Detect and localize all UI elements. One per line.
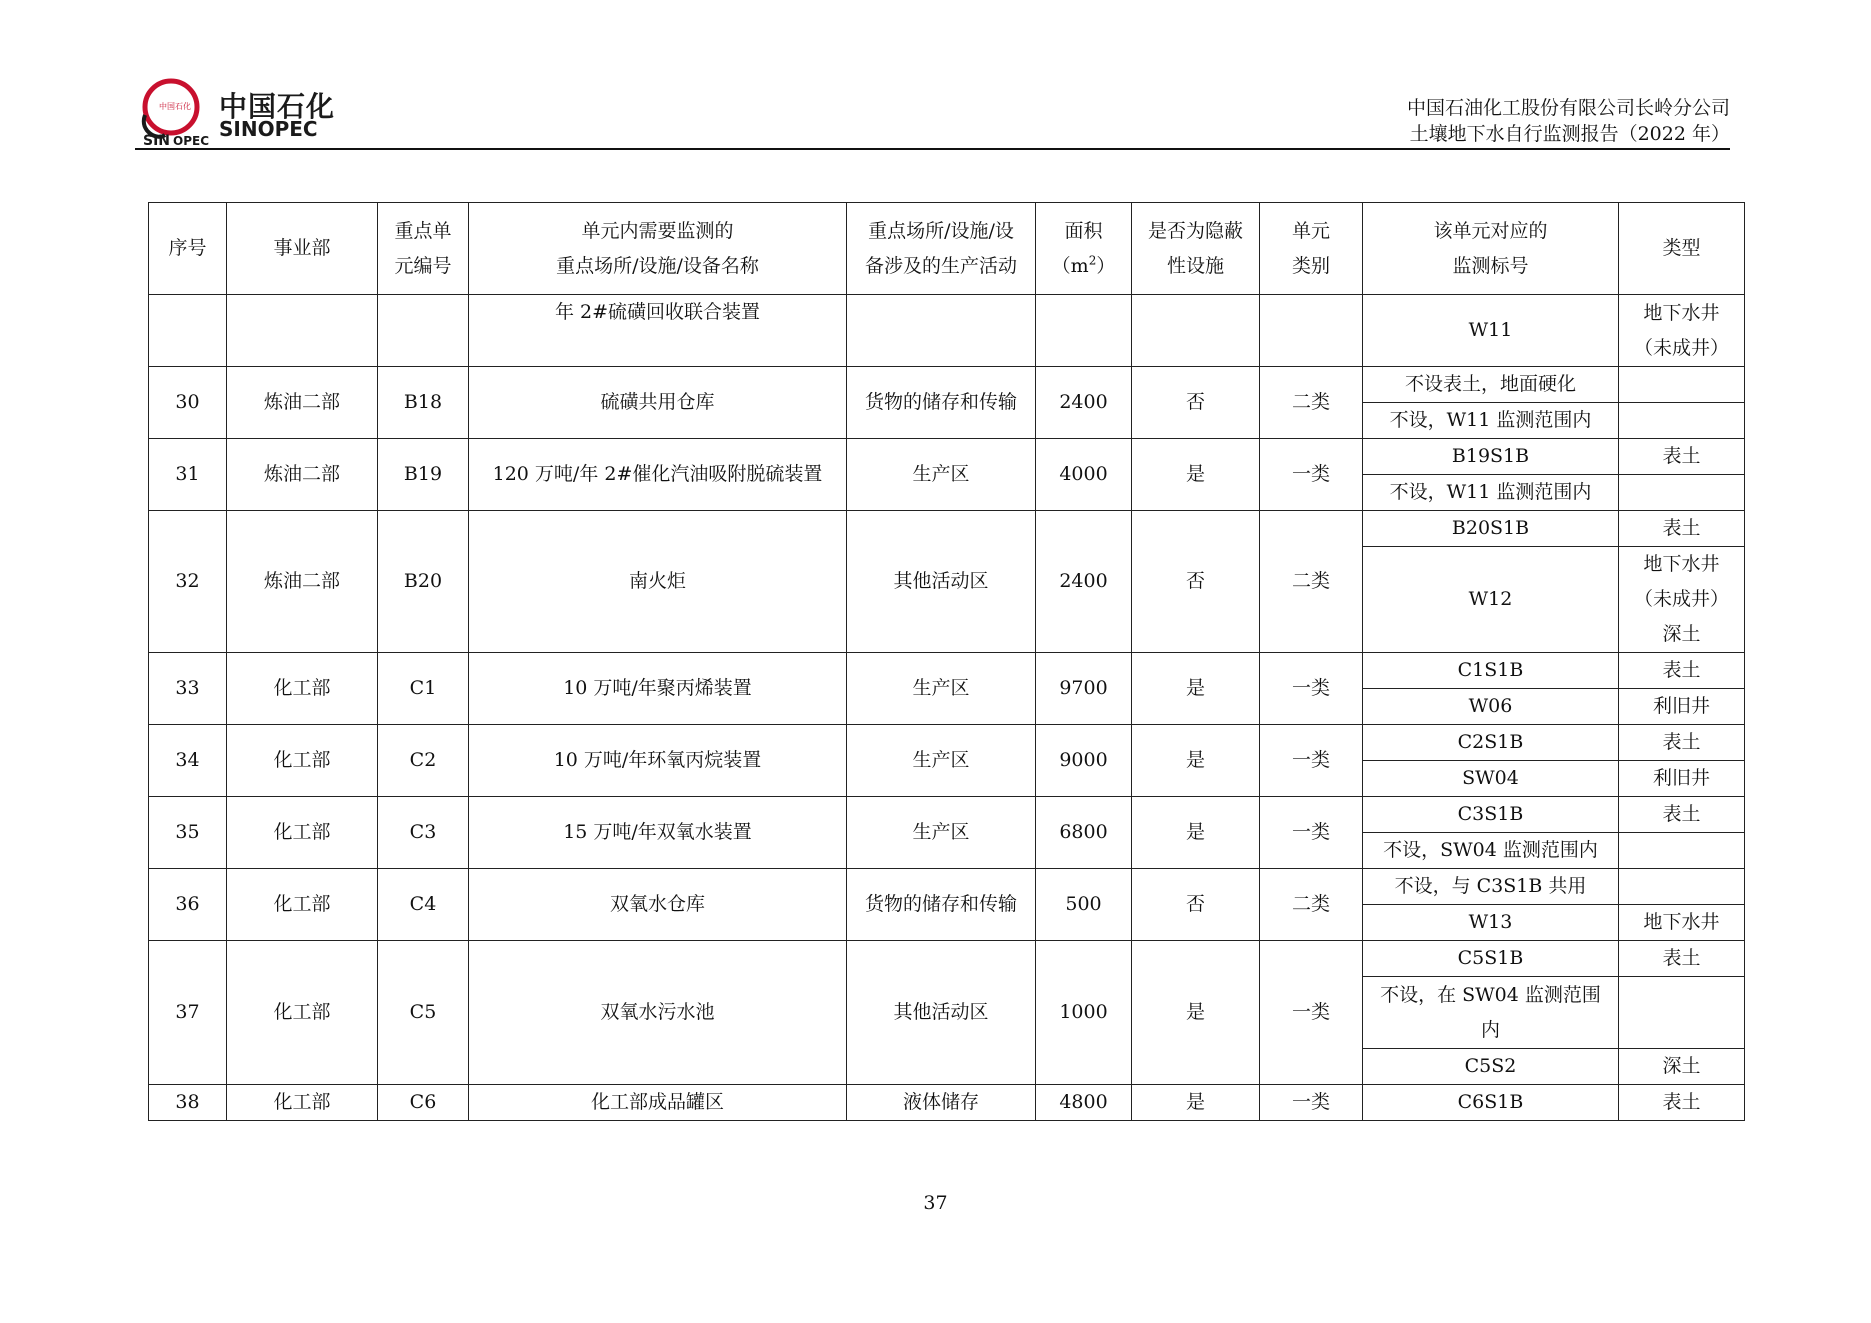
cell-type: 表土 [1619,653,1745,689]
cell-unit-code: B20 [378,511,469,653]
cell-area: 500 [1036,869,1132,941]
header-title-block [1407,95,1730,147]
cell-category: 一类 [1260,1085,1363,1121]
cell-seq: 31 [149,439,227,511]
cell-facility: 化工部成品罐区 [469,1085,847,1121]
cell-hidden: 否 [1132,367,1260,439]
cell-type [1619,833,1745,869]
cell-category: 二类 [1260,511,1363,653]
header-category: 单元 类别 [1260,203,1363,295]
cell-area: 9000 [1036,725,1132,797]
cell-activity: 生产区 [847,439,1036,511]
cell-monitor-id: 不设，W11 监测范围内 [1363,403,1619,439]
cell-type: 地下水井 [1619,905,1745,941]
cell-monitor-id: W13 [1363,905,1619,941]
cell-type: 利旧井 [1619,761,1745,797]
header-facility: 单元内需要监测的 重点场所/设施/设备名称 [469,203,847,295]
cell-unit-code: C4 [378,869,469,941]
cell-dept: 化工部 [227,653,378,725]
table-row [149,725,1745,761]
cell-unit-code: C3 [378,797,469,869]
cell-monitor-id: B19S1B [1363,439,1619,475]
cell-unit-code: C1 [378,653,469,725]
cell-type [1619,403,1745,439]
svg-text:中国石化: 中国石化 [159,102,191,111]
cell-monitor-id: 不设，在 SW04 监测范围 内 [1363,977,1619,1049]
cell-monitor-id: C6S1B [1363,1085,1619,1121]
cell-activity: 货物的储存和传输 [847,869,1036,941]
cell-seq: 38 [149,1085,227,1121]
cell-type [1619,367,1745,403]
cell-hidden: 否 [1132,869,1260,941]
cell-hidden: 是 [1132,941,1260,1085]
cell-dept: 炼油二部 [227,439,378,511]
cell-category: 二类 [1260,367,1363,439]
cell-monitor-id: C1S1B [1363,653,1619,689]
cell-area: 2400 [1036,367,1132,439]
cell-category: 一类 [1260,797,1363,869]
cell-area: 1000 [1036,941,1132,1085]
cell-type: 表土 [1619,439,1745,475]
cell-category: 一类 [1260,653,1363,725]
cell-type: 深土 [1619,1049,1745,1085]
cell-type: 地下水井 （未成井） [1619,295,1745,367]
cell-monitor-id: W12 [1363,547,1619,653]
cell-category: 一类 [1260,439,1363,511]
cell-facility: 双氧水污水池 [469,941,847,1085]
cell-unit-code: C5 [378,941,469,1085]
table-row [149,367,1745,403]
cell-activity: 生产区 [847,725,1036,797]
page-number: 37 [923,1192,948,1214]
cell-type: 表土 [1619,941,1745,977]
cell-unit-code: B18 [378,367,469,439]
cell-unit-code: C2 [378,725,469,797]
cell-monitor-id: C2S1B [1363,725,1619,761]
cell-seq: 35 [149,797,227,869]
company-name: 中国石油化工股份有限公司长岭分公司 [1406,97,1730,119]
cell-facility: 10 万吨/年聚丙烯装置 [469,653,847,725]
cell-type: 地下水井 （未成井） 深土 [1619,547,1745,653]
cell-type [1619,869,1745,905]
cell-hidden: 是 [1132,1085,1260,1121]
cell-facility: 年 2#硫磺回收联合装置 [469,295,847,367]
cell-monitor-id: 不设，与 C3S1B 共用 [1363,869,1619,905]
cell-area: 2400 [1036,511,1132,653]
cell-category: 一类 [1260,941,1363,1085]
cell-unit-code: C6 [378,1085,469,1121]
cell-monitor-id: C5S2 [1363,1049,1619,1085]
cell-hidden: 是 [1132,439,1260,511]
header-monitor-id: 该单元对应的 监测标号 [1363,203,1619,295]
cell-facility: 120 万吨/年 2#催化汽油吸附脱硫装置 [469,439,847,511]
cell-monitor-id: B20S1B [1363,511,1619,547]
table-row [149,295,1745,367]
cell-hidden: 否 [1132,511,1260,653]
cell-activity: 其他活动区 [847,511,1036,653]
cell-seq: 33 [149,653,227,725]
table-row [149,797,1745,833]
cell-hidden: 是 [1132,725,1260,797]
table-header-row [149,203,1745,295]
cell-category: 二类 [1260,869,1363,941]
cell-type: 表土 [1619,511,1745,547]
cell-seq: 32 [149,511,227,653]
cell-monitor-id: 不设表土，地面硬化 [1363,367,1619,403]
header-unit-code: 重点单 元编号 [378,203,469,295]
cell-area: 9700 [1036,653,1132,725]
monitoring-units-table [148,202,1745,1121]
cell-dept: 化工部 [227,797,378,869]
logo-chinese-text: 中国石化 [219,90,336,123]
cell-activity: 液体储存 [847,1085,1036,1121]
cell-activity: 生产区 [847,653,1036,725]
table-row [149,511,1745,547]
page-header [135,75,1730,151]
cell-monitor-id: W11 [1363,295,1619,367]
cell-activity: 生产区 [847,797,1036,869]
cell-facility: 硫磺共用仓库 [469,367,847,439]
cell-monitor-id: SW04 [1363,761,1619,797]
cell-dept: 炼油二部 [227,511,378,653]
table-row [149,941,1745,977]
header-hidden: 是否为隐蔽 性设施 [1132,203,1260,295]
cell-type [1619,475,1745,511]
table-row [149,1085,1745,1121]
cell-hidden: 是 [1132,797,1260,869]
cell-seq: 34 [149,725,227,797]
cell-area: 4800 [1036,1085,1132,1121]
logo-english-text: SINOPEC [219,117,318,141]
cell-type: 表土 [1619,797,1745,833]
cell-dept: 化工部 [227,1085,378,1121]
cell-dept: 化工部 [227,941,378,1085]
cell-dept: 化工部 [227,725,378,797]
sinopec-emblem-icon [135,75,215,147]
cell-seq: 30 [149,367,227,439]
cell-area: 6800 [1036,797,1132,869]
sinopec-logo [135,75,345,147]
cell-monitor-id: C3S1B [1363,797,1619,833]
cell-facility: 15 万吨/年双氧水装置 [469,797,847,869]
cell-type: 表土 [1619,725,1745,761]
cell-area: 4000 [1036,439,1132,511]
cell-facility: 10 万吨/年环氧丙烷装置 [469,725,847,797]
cell-monitor-id: 不设，SW04 监测范围内 [1363,833,1619,869]
cell-activity: 货物的储存和传输 [847,367,1036,439]
cell-category: 一类 [1260,725,1363,797]
cell-seq: 37 [149,941,227,1085]
cell-monitor-id: C5S1B [1363,941,1619,977]
cell-type: 利旧井 [1619,689,1745,725]
cell-facility: 南火炬 [469,511,847,653]
report-title: 土壤地下水自行监测报告（2022 年） [1409,123,1730,145]
cell-hidden: 是 [1132,653,1260,725]
cell-seq: 36 [149,869,227,941]
header-seq: 序号 [149,203,227,295]
table-row [149,869,1745,905]
header-area: 面积 $(m^2)$ [1036,203,1132,295]
header-activity: 重点场所/设施/设 备涉及的生产活动 [847,203,1036,295]
cell-facility: 双氧水仓库 [469,869,847,941]
table-row [149,653,1745,689]
header-divider [135,148,1730,150]
cell-type: 表土 [1619,1085,1745,1121]
cell-type [1619,977,1745,1049]
table-row [149,439,1745,475]
svg-text:OPEC: OPEC [173,134,209,147]
cell-monitor-id: 不设，W11 监测范围内 [1363,475,1619,511]
cell-activity: 其他活动区 [847,941,1036,1085]
header-type: 类型 [1619,203,1745,295]
cell-monitor-id: W06 [1363,689,1619,725]
header-dept: 事业部 [227,203,378,295]
svg-text:SIN: SIN [143,133,171,147]
cell-dept: 化工部 [227,869,378,941]
cell-dept: 炼油二部 [227,367,378,439]
cell-unit-code: B19 [378,439,469,511]
